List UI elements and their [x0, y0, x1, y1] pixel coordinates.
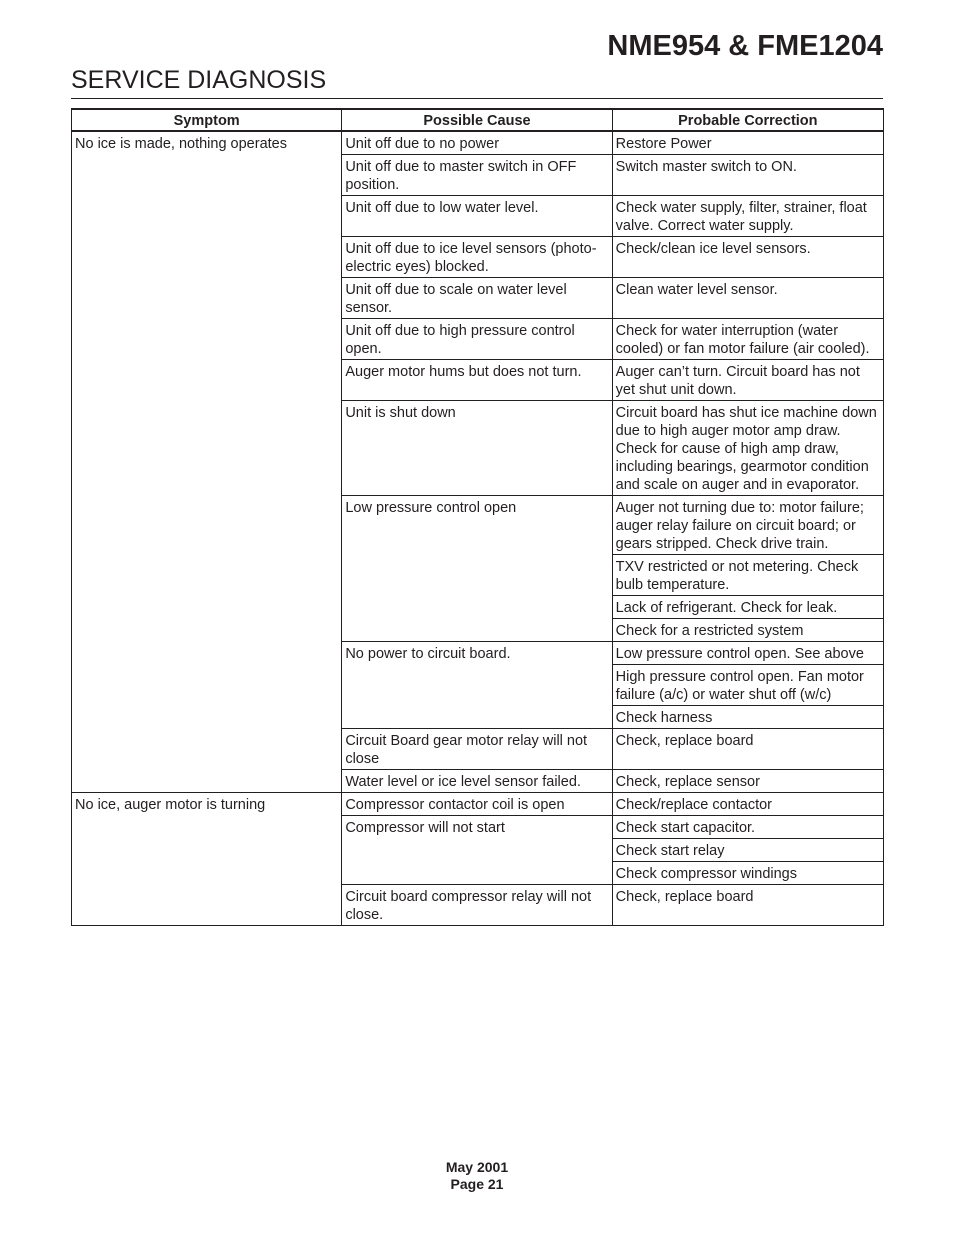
probable-correction-cell: Auger not turning due to: motor failure; auger relay failure on circuit board; or gears stripped. Check drive train. — [612, 496, 883, 555]
probable-correction-cell: Lack of refrigerant. Check for leak. — [612, 596, 883, 619]
probable-correction-cell: Low pressure control open. See above — [612, 642, 883, 665]
possible-cause-cell: Unit off due to master switch in OFF position. — [342, 155, 612, 196]
probable-correction-cell: Check/clean ice level sensors. — [612, 237, 883, 278]
probable-correction-cell: Restore Power — [612, 131, 883, 155]
title-divider — [71, 98, 883, 99]
table-body — [72, 131, 884, 926]
possible-cause-cell: Unit off due to high pressure control open. — [342, 319, 612, 360]
section-title: SERVICE DIAGNOSIS — [71, 66, 327, 94]
probable-correction-cell: Check compressor windings — [612, 862, 883, 885]
probable-correction-cell: Auger can’t turn. Circuit board has not yet shut unit down. — [612, 360, 883, 401]
table-header — [72, 109, 884, 131]
possible-cause-cell: No power to circuit board. — [342, 642, 612, 729]
possible-cause-cell: Water level or ice level sensor failed. — [342, 770, 612, 793]
probable-correction-cell: Switch master switch to ON. — [612, 155, 883, 196]
possible-cause-cell: Compressor contactor coil is open — [342, 793, 612, 816]
footer-date: May 2001 — [445, 1159, 509, 1175]
model-title: NME954 & FME1204 — [607, 30, 883, 62]
probable-correction-cell: Clean water level sensor. — [612, 278, 883, 319]
possible-cause-cell: Unit off due to no power — [342, 131, 612, 155]
table-header-row — [72, 109, 884, 131]
possible-cause-cell: Low pressure control open — [342, 496, 612, 642]
column-header-possible-cause: Possible Cause — [342, 109, 612, 131]
possible-cause-cell: Unit off due to low water level. — [342, 196, 612, 237]
possible-cause-cell: Unit is shut down — [342, 401, 612, 496]
probable-correction-cell: Check, replace board — [612, 885, 883, 926]
column-header-probable-correction: Probable Correction — [612, 109, 883, 131]
possible-cause-cell: Auger motor hums but does not turn. — [342, 360, 612, 401]
probable-correction-cell: Check, replace sensor — [612, 770, 883, 793]
symptom-cell: No ice is made, nothing operates — [72, 131, 342, 793]
service-diagnosis-table — [71, 108, 884, 926]
probable-correction-cell: Check water supply, filter, strainer, float valve. Correct water supply. — [612, 196, 883, 237]
probable-correction-cell: Check start relay — [612, 839, 883, 862]
probable-correction-cell: Check start capacitor. — [612, 816, 883, 839]
probable-correction-cell: Check harness — [612, 706, 883, 729]
probable-correction-cell: Check for water interruption (water cooled) or fan motor failure (air cooled). — [612, 319, 883, 360]
probable-correction-cell: High pressure control open. Fan motor failure (a/c) or water shut off (w/c) — [612, 665, 883, 706]
column-header-symptom: Symptom — [72, 109, 342, 131]
possible-cause-cell: Circuit Board gear motor relay will not close — [342, 729, 612, 770]
possible-cause-cell: Compressor will not start — [342, 816, 612, 885]
table-row — [72, 131, 884, 155]
table-row — [72, 793, 884, 816]
probable-correction-cell: TXV restricted or not metering. Check bulb temperature. — [612, 555, 883, 596]
probable-correction-cell: Check for a restricted system — [612, 619, 883, 642]
footer-page-number: Page 21 — [450, 1176, 504, 1192]
possible-cause-cell: Unit off due to scale on water level sensor. — [342, 278, 612, 319]
possible-cause-cell: Circuit board compressor relay will not close. — [342, 885, 612, 926]
possible-cause-cell: Unit off due to ice level sensors (photo-electric eyes) blocked. — [342, 237, 612, 278]
probable-correction-cell: Check/replace contactor — [612, 793, 883, 816]
probable-correction-cell: Check, replace board — [612, 729, 883, 770]
page-footer — [0, 1159, 954, 1193]
symptom-cell: No ice, auger motor is turning — [72, 793, 342, 926]
probable-correction-cell: Circuit board has shut ice machine down due to high auger motor amp draw. Check for cause of high amp draw, including bearings, gearmotor condition and scale on auger and in evaporator. — [612, 401, 883, 496]
